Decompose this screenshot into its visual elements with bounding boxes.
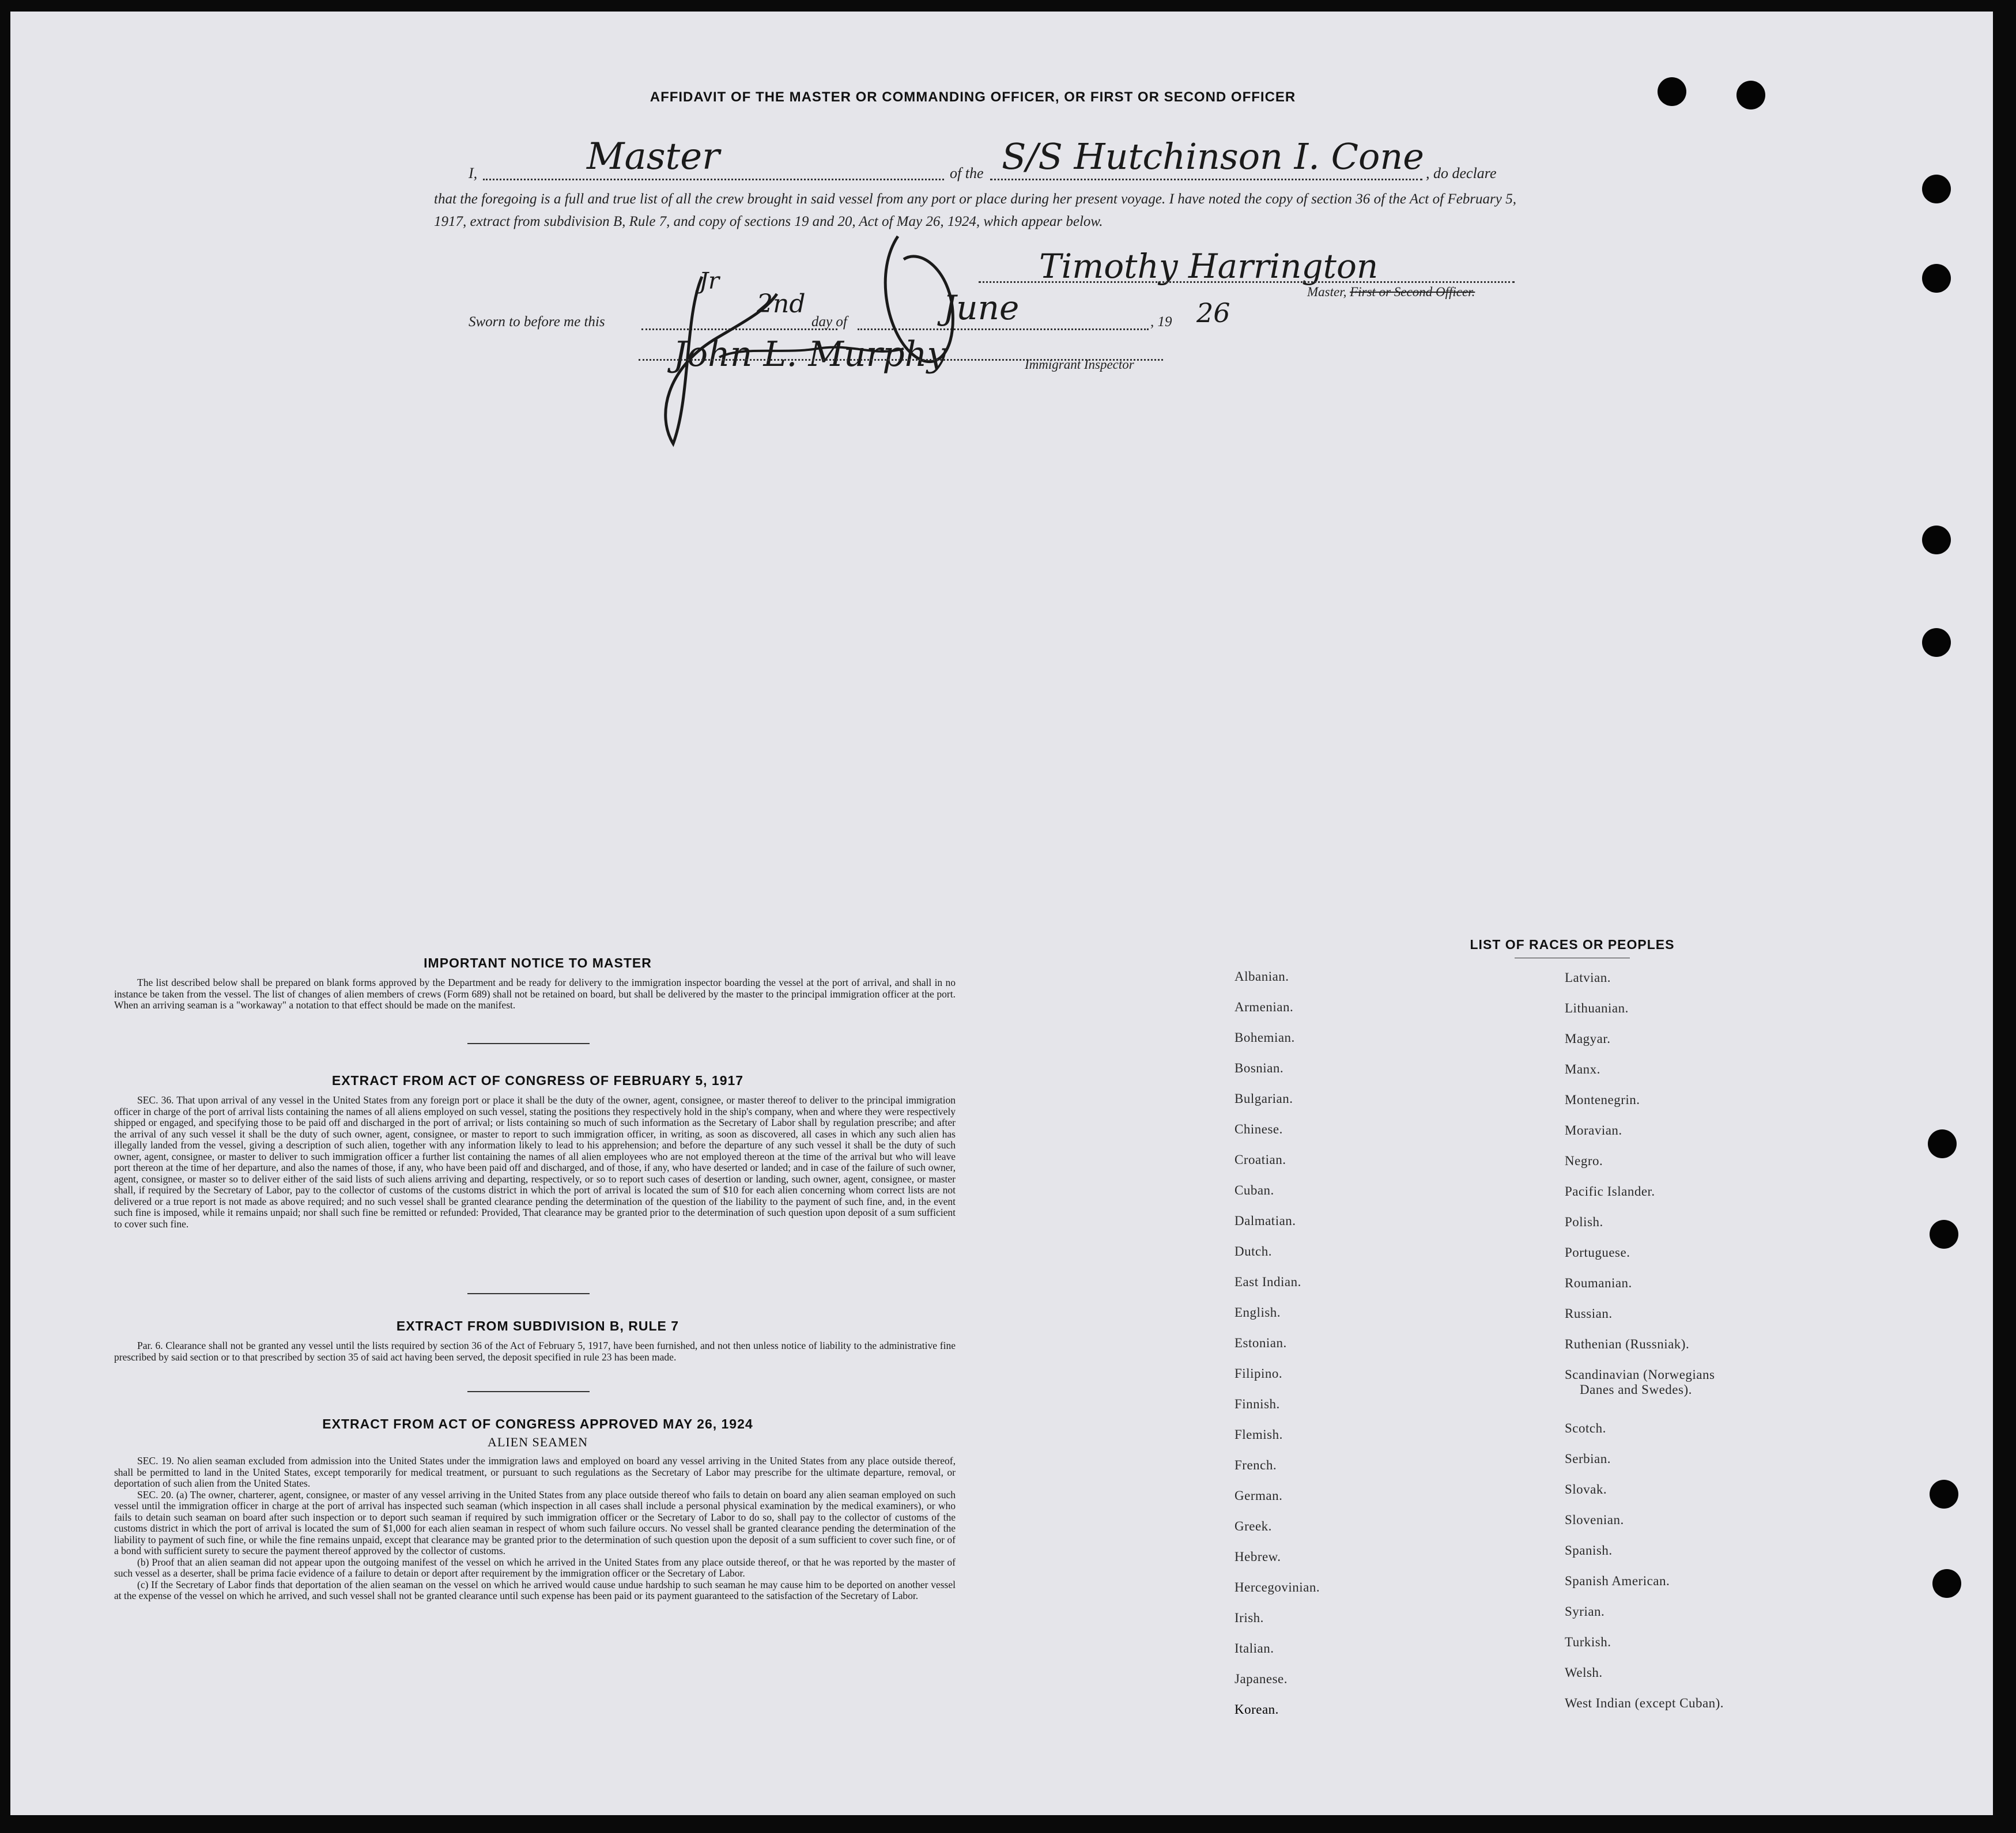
handwritten-master: Master <box>587 135 720 178</box>
notice-body: The list described below shall be prepared on blank forms approved by the Department and be ready for delivery to the immigration inspector boarding the vessel at the port of arrival, and shall in no instance be taken from the vessel. The list of changes of alien members of crews (Form 689) shall not be retained on board, but shall be delivered by the master to the principal immigration officer at the port. When an arriving seaman is a "workaway" a notation to that effect should be made on the manifest. <box>114 977 956 1011</box>
race-item: Dalmatian. <box>1234 1214 1296 1228</box>
dotted-line <box>990 179 1422 180</box>
binder-hole <box>1928 1129 1957 1158</box>
race-item: Scandinavian (Norwegians Danes and Swedes). <box>1565 1367 1715 1397</box>
handwritten-jr: Jr <box>699 268 720 294</box>
extract1-heading: EXTRACT FROM ACT OF CONGRESS OF FEBRUARY 5, 1917 <box>331 1073 744 1088</box>
extract3-heading: EXTRACT FROM ACT OF CONGRESS APPROVED MAY 26, 1924 <box>322 1416 753 1431</box>
race-item: Portuguese. <box>1565 1245 1630 1260</box>
extract1-body: SEC. 36. That upon arrival of any vessel in the United States from any foreign port or place it shall be the duty of the owner, agent, consignee, or master thereof to deliver to the principal immigration officer in charge of the port of arrival lists containing the names of all aliens employed on such vessel, stating the positions they respectively hold in the ship's company, when and where they were respectively shipped or engaged, and specifying those to be paid off and discharged in the port of arrival; or lists containing so much of such information as the Secretary of Labor shall by regulation prescribe; and after the arrival of any such vessel it shall be the duty of such owner, agent, consignee, or master to report to such immigration officer, in writing, as soon as discovered, all cases in which any such alien has illegally landed from the vessel, giving a description of such alien, together with any information likely to lead to his apprehension; and before the departure of any such vessel it shall be the duty of such owner, agent, consignee, or master to deliver to such immigration officer a further list containing the names of all alien employees who are not employed thereon at the time of the arrival but who will leave port thereon at the time of her departure, and also the names of those, if any, who have been paid off and discharged, and of those, if any, who have deserted or landed; and in case of the failure of such owner, agent, consignee, or master so to deliver either of the said lists of such aliens arriving and departing, respectively, or so to report such cases of desertion or landing, such owner, agent, consignee, or master shall, if required by the Secretary of Labor, pay to the collector of customs of the customs district in which the port of arrival is located the sum of $10 for each alien concerning whom correct lists are not delivered or a true report is not made as above required; and no such vessel shall be granted clearance pending the determination of the question of the liability to the payment of such fine, and, in the event such fine is imposed, while it remains unpaid; nor shall such fine be remitted or refunded: Provided, That clearance may be granted prior to the determination of such question upon deposit of a sum sufficient to cover such fine. <box>114 1094 956 1230</box>
race-item: Ruthenian (Russniak). <box>1565 1337 1690 1351</box>
dotted-line <box>483 179 944 180</box>
extract2-heading: EXTRACT FROM SUBDIVISION B, RULE 7 <box>396 1318 679 1333</box>
affidavit-title: AFFIDAVIT OF THE MASTER OR COMMANDING OFFICER, OR FIRST OR SECOND OFFICER <box>650 89 1296 105</box>
race-item: Manx. <box>1565 1062 1600 1076</box>
binder-hole <box>1930 1220 1958 1249</box>
affidavit-of-the-label: of the <box>950 165 984 182</box>
race-item: Magyar. <box>1565 1031 1611 1046</box>
race-item: French. <box>1234 1458 1277 1472</box>
race-item: Bosnian. <box>1234 1061 1284 1075</box>
handwritten-inspector-signature: John L. Murphy <box>673 334 947 375</box>
handwritten-signature: Timothy Harrington <box>1039 247 1379 286</box>
race-item: Moravian. <box>1565 1123 1622 1137</box>
affidavit-do-declare: , do declare <box>1426 165 1497 182</box>
race-item: Dutch. <box>1234 1244 1272 1258</box>
race-item: Chinese. <box>1234 1122 1283 1136</box>
race-item: Hebrew. <box>1234 1549 1281 1564</box>
divider <box>467 1043 590 1044</box>
race-item: Bulgarian. <box>1234 1091 1293 1106</box>
notice-heading: IMPORTANT NOTICE TO MASTER <box>424 955 652 970</box>
officer-title: Master, First or Second Officer. <box>1307 285 1475 299</box>
handwritten-day: 2nd <box>757 289 806 319</box>
race-item: Turkish. <box>1565 1635 1611 1649</box>
race-item: Montenegrin. <box>1565 1093 1640 1107</box>
race-item: Bohemian. <box>1234 1030 1295 1045</box>
affidavit-declaration: that the foregoing is a full and true list of all the crew brought in said vessel from any port or place during her present voyage. I have noted the copy of section 36 of the Act of February 5, 1917, extract from subdivision B, Rule 7, and copy of sections 19 and 20, Act of May 26, 1924, which appear below. <box>434 191 1516 229</box>
binder-hole <box>1930 1480 1958 1509</box>
race-item: Scotch. <box>1565 1421 1606 1435</box>
race-item: Serbian. <box>1565 1452 1611 1466</box>
binder-hole <box>1932 1569 1961 1598</box>
race-item: Syrian. <box>1565 1604 1605 1619</box>
race-item: Flemish. <box>1234 1427 1283 1442</box>
race-item: East Indian. <box>1234 1275 1301 1289</box>
race-item: English. <box>1234 1305 1281 1320</box>
race-item: Spanish. <box>1565 1543 1613 1558</box>
race-item: Latvian. <box>1565 970 1611 985</box>
race-item: Slovenian. <box>1565 1513 1624 1527</box>
race-item: Armenian. <box>1234 1000 1294 1014</box>
extract3-body: SEC. 19. No alien seaman excluded from admission into the United States under the immigration laws and employed on board any vessel arriving in the United States from any place outside thereof, shall be permitted to land in the United States, except temporarily for medical treatment, or pursuant to such regulations as the Secretary of Labor may prescribe for the ultimate departure, removal, or deportation of such alien from the United States. SEC. 20. (a) The owner, charterer, agent, consignee, or master of any vessel arriving in the United States from any place outside thereof who fails to detain on board any alien seaman employed on such vessel until the immigration officer in charge at the port of arrival has inspected such seaman (which inspection in all cases shall include a personal physical examination by the medical examiners), or who fails to detain such seaman on board after such inspection or to deport such seaman if required by such immigration officer or the Secretary of Labor to do so, shall pay to the collector of customs of the customs district in which the port of arrival is located the sum of $1,000 for each alien seaman in respect of whom such failure occurs. No vessel shall be granted clearance pending the determination of the liability to payment of such fine, or while the fine remains unpaid, except that clearance may be granted prior to the determination of such question upon the deposit of a sum sufficient to cover such fine, or of a bond with sufficient surety to secure the payment thereof approved by the collector of customs. (b) Proof that an alien seaman did not appear upon the outgoing manifest of the vessel on which he arrived in the United States from any place outside thereof, or that he was reported by the master of such vessel as a deserter, shall be prima facie evidence of a failure to detain or deport after requirement by the immigration officer or the Secretary of Labor. (c) If the Secretary of Labor finds that deportation of the alien seaman on the vessel on which he arrived would cause undue hardship to such seaman he may cause him to be deported on another vessel at the expense of the vessel on which he arrived, and such vessel shall not be granted clearance until such expense has been paid or its payment guaranteed to the satisfaction of the Secretary of Labor. <box>114 1455 956 1601</box>
extract3-subheading: ALIEN SEAMEN <box>488 1435 588 1449</box>
binder-hole <box>1922 526 1951 554</box>
race-item: Croatian. <box>1234 1152 1286 1167</box>
race-item: Greek. <box>1234 1519 1272 1533</box>
race-item: Welsh. <box>1565 1665 1603 1680</box>
document-page <box>10 12 1993 1815</box>
race-item: Russian. <box>1565 1306 1613 1321</box>
race-item: Albanian. <box>1234 969 1289 984</box>
race-item: Estonian. <box>1234 1336 1287 1350</box>
race-item: Cuban. <box>1234 1183 1274 1197</box>
sworn-label: Sworn to before me this <box>469 314 605 330</box>
race-item: Italian. <box>1234 1641 1274 1656</box>
race-item: Slovak. <box>1565 1482 1607 1496</box>
race-item: Polish. <box>1565 1215 1603 1229</box>
race-item: Lithuanian. <box>1565 1001 1629 1015</box>
binder-hole <box>1922 264 1951 293</box>
race-item: German. <box>1234 1488 1283 1503</box>
handwritten-month: June <box>943 288 1020 327</box>
extract2-body: Par. 6. Clearance shall not be granted any vessel until the lists required by section 36 of the Act of February 5, 1917, have been furnished, and not then unless notice of liability to the administrative fine prescribed by said section or to that prescribed by section 35 of said act having been served, the deposit specified in rule 23 has been made. <box>114 1340 956 1363</box>
handwritten-vessel-name: S/S Hutchinson I. Cone <box>1002 135 1424 177</box>
day-of-label: day of <box>811 314 847 330</box>
race-item: Hercegovinian. <box>1234 1580 1320 1594</box>
signature-line <box>979 281 1515 283</box>
inspector-title: Immigrant Inspector <box>1025 357 1134 372</box>
race-item: Korean. <box>1234 1702 1279 1717</box>
binder-hole <box>1922 175 1951 203</box>
race-item: Japanese. <box>1234 1672 1288 1686</box>
race-item: West Indian (except Cuban). <box>1565 1696 1724 1710</box>
race-item: Filipino. <box>1234 1366 1283 1381</box>
binder-hole <box>1658 77 1686 106</box>
race-item: Roumanian. <box>1565 1276 1632 1290</box>
race-item: Pacific Islander. <box>1565 1184 1655 1199</box>
year-prefix: , 19 <box>1150 314 1172 330</box>
handwritten-year: 26 <box>1196 297 1230 328</box>
binder-hole <box>1922 628 1951 657</box>
divider <box>467 1293 590 1294</box>
races-heading: LIST OF RACES OR PEOPLES <box>1470 937 1675 952</box>
race-item: Irish. <box>1234 1611 1264 1625</box>
race-item: Finnish. <box>1234 1397 1280 1411</box>
divider <box>467 1391 590 1392</box>
binder-hole <box>1736 81 1765 109</box>
race-item: Negro. <box>1565 1154 1603 1168</box>
affidavit-i-label: I, <box>469 165 478 182</box>
race-item: Spanish American. <box>1565 1574 1670 1588</box>
